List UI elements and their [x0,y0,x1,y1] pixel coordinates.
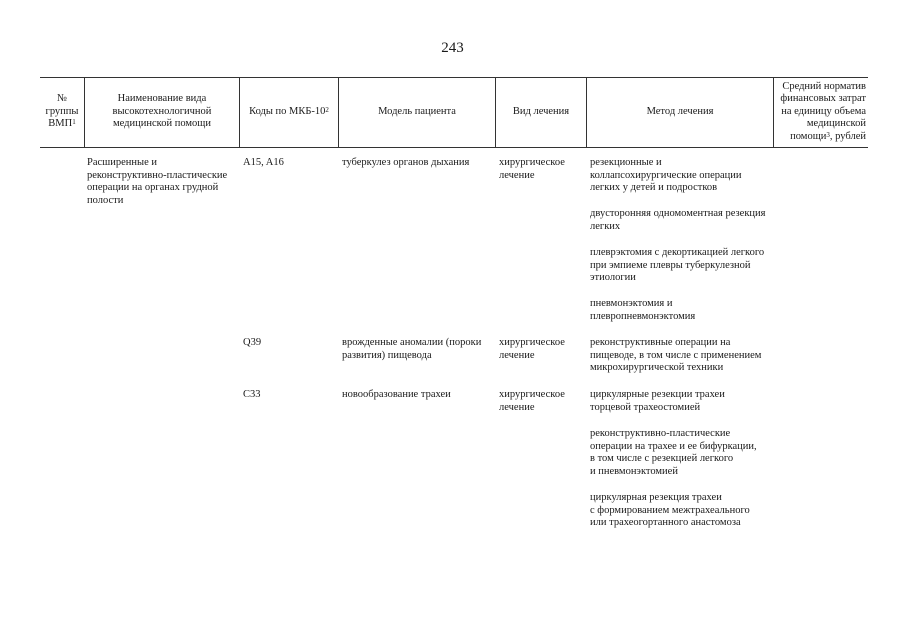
row-3-method-3: циркулярная резекция трахеи с формированием межтрахеального или трахеогортанного анастомоза [590,492,750,528]
header-icd-codes: Коды по МКБ-$10^2$ [239,77,338,147]
header-cost: Средний норматив финансовых затрат на единицу объема медицинской помощи$^3$, рублей [773,77,868,147]
row-3-model: новообразование трахеи [342,389,451,400]
row-1-method-4: пневмонэктомия и плевропневмонэктомия [590,298,696,322]
row-1-method-1: резекционные и коллапсохирургические операции легких у детей и подростков [590,157,742,193]
row-2-method-1: реконструктивные операции на пищеводе, в том числе с применением микрохирургической техники [590,337,762,373]
row-1-method-2: двусторонняя одномоментная резекция легких [590,208,766,232]
header-treatment-type: Вид лечения [495,77,586,147]
row-2-model: врожденные аномалии (пороки развития) пищевода [342,337,482,361]
row-1-method-3: плеврэктомия с декортикацией легкого при эмпиеме плевры туберкулезной этиологии [590,247,765,283]
row-1-model: туберкулез органов дыхания [342,157,470,168]
header-care-name: Наименование вида высокотехнологичной медицинской помощи [84,77,239,147]
row-1-codes: A15, A16 [243,157,284,168]
row-2-codes: Q39 [243,337,262,348]
row-3-codes: C33 [243,389,261,400]
row-3-treatment: хирургическое лечение [499,389,565,413]
row-2-treatment: хирургическое лечение [499,337,565,361]
header-treatment-method: Метод лечения [586,77,773,147]
care-name-cell: Расширенные и реконструктивно-пластические операции на органах грудной полости [87,157,228,206]
header-bottom-rule [40,147,868,148]
row-1-treatment: хирургическое лечение [499,157,565,181]
page-number: 243 [441,40,464,56]
row-3-method-1: циркулярные резекции трахеи торцевой трахеостомией [590,389,725,413]
header-group-no: № группы ВМП$^1$ [45,93,79,130]
row-3-method-2: реконструктивно-пластические операции на трахее и ее бифуркации, в том числе с резекцией легкого и пневмонэктомией [590,428,757,477]
header-patient-model: Модель пациента [338,77,495,147]
